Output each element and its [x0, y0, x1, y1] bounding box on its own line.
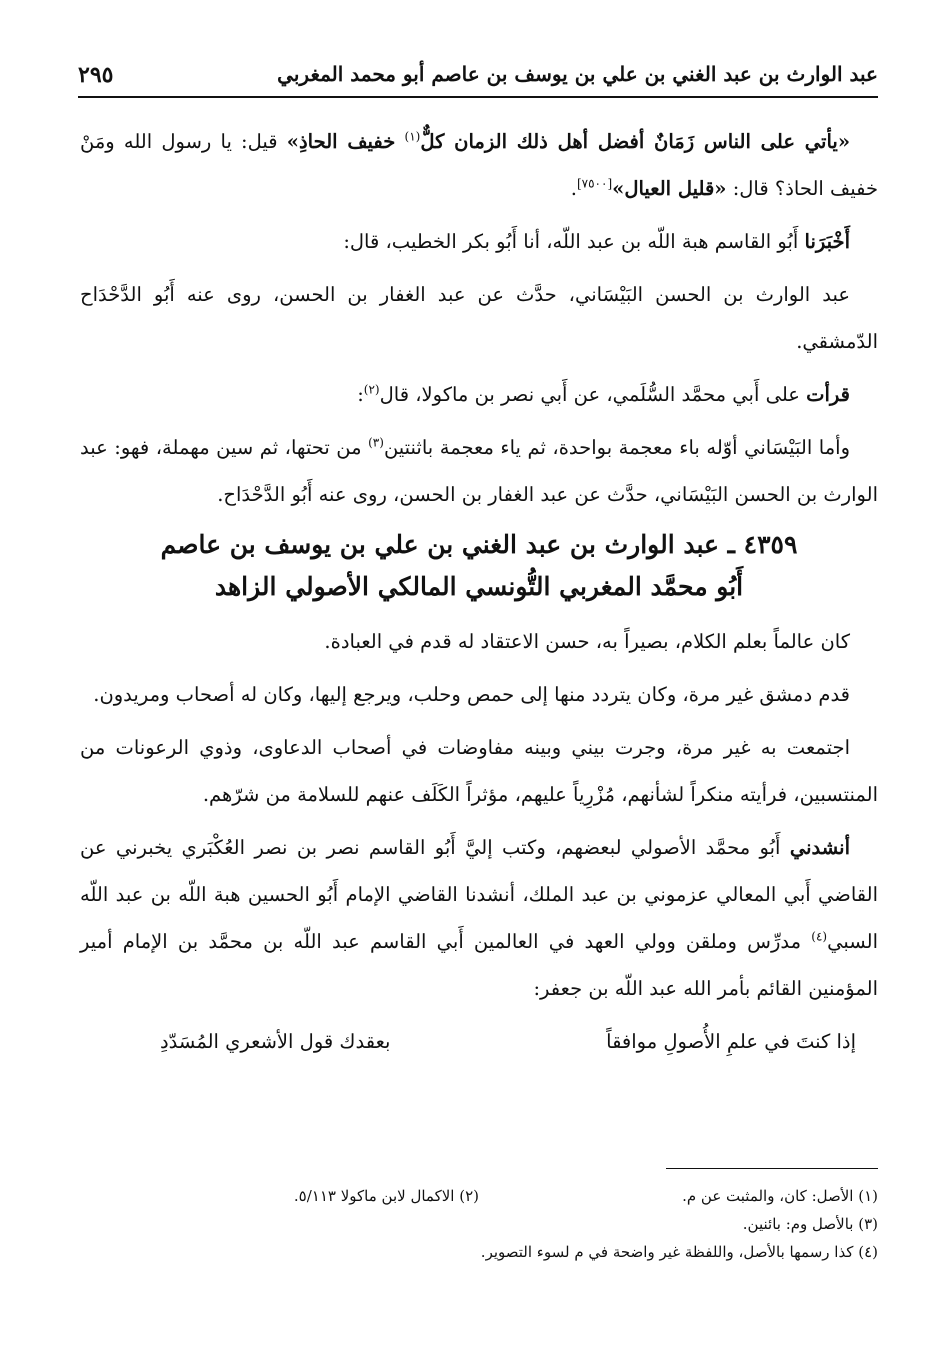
footnote-ref-3: (٣) [368, 435, 384, 450]
footnote-ref-1: (١) [404, 129, 421, 144]
reading-keyword: قرأت [806, 383, 850, 406]
hadith-question: قيل: يا رسول الله ومَنْ خفيف الحاذ؟ قال: [80, 130, 878, 200]
hadith-text-cont: خفيف الحاذِ» [286, 130, 396, 153]
poetry-intro-text-cont: مدرِّس وملقن وولي العهد في العالمين أَبي القاسم عبد اللّه بن محمَّد بن الإمام أمير المؤمنين القائم بأمر الله عبد اللّه بن جعفر: [80, 930, 878, 1000]
poetry-intro-text: أَبُو محمَّد الأصولي لبعضهم، وكتب إليَّ أَبُو القاسم نصر بن نصر العُكْبَري يخبرني عن القاضي أَبي المعالي عزموني بن عبد الملك، أنشدنا القاضي الإمام أَبُو الحسين هبة اللّه بن عبد اللّه السبي [80, 836, 878, 953]
footnotes [80, 1182, 878, 1266]
hadith-number: [٧٥٠٠] [576, 176, 613, 191]
poem-verse [80, 1018, 878, 1065]
poetry-intro-paragraph [80, 824, 878, 1012]
running-header [78, 60, 878, 98]
page-number: ٢٩٥ [78, 62, 114, 88]
footnote-divider [666, 1168, 878, 1169]
reading-paragraph: قرأت على أَبي محمَّد السُّلَمي، عن أَبي نصر بن ماكولا، قال$^{(٢)}$: [357, 382, 850, 406]
footnote-ref-2: (٢) [363, 382, 380, 397]
nisba-text: وأما البَيْسَاني أوّله باء معجمة بواحدة، ثم ياء معجمة باثنتين [383, 436, 850, 459]
poem-hemistich-left: بعقدك قول الأشعري المُسَدّدِ [160, 1030, 391, 1053]
hadith-paragraph: «يأتي على الناس زَمَانٌ أفضل أهل ذلك الزمان كلٌّ$^{(١)}$ خفيف الحاذِ» قيل: يا رسول الله ومَنْ خفيف الحاذ؟ قال: «قليل العيال»[٧٥٠٠]. [80, 129, 878, 200]
isnad-paragraph [80, 218, 878, 265]
nisba-text-cont: من تحتها، ثم سين مهملة، فهو: عبد الوارث بن الحسن البَيْسَاني، حدَّث عن عبد الغفار بن الحسن، روى عنه أَبُو الدَّحْدَاح. [80, 436, 878, 506]
isnad-text: أَبُو القاسم هبة اللّه بن عبد اللّه، أنا أَبُو بكر الخطيب، قال: [343, 230, 799, 253]
reading-text: على أَبي محمَّد السُّلَمي، عن أَبي نصر بن ماكولا، قال [379, 383, 800, 406]
poetry-keyword: أنشدني [789, 836, 851, 859]
entry-paragraph-3: اجتمعت به غير مرة، وجرت بيني وبينه مفاوضات في أصحاب الدعاوى، وذوي الرعونات من المنتسبين، فرأيته منكراً لشأنهم، مُزْرِياً عليهم، مؤثراً الكَلَف عنهم للسلامة من شرّهم. [80, 736, 878, 806]
running-title: عبد الوارث بن عبد الغني بن علي بن يوسف بن عاصم أبو محمد المغربي [277, 62, 878, 86]
entry-paragraph-2: قدم دمشق غير مرة، وكان يتردد منها إلى حمص وحلب، ويرجع إليها، وكان له أصحاب ومريدون. [93, 683, 850, 706]
entry-heading-line-2: أَبُو محمَّد المغربي التُّونسي المالكي الأصولي الزاهد [214, 572, 744, 601]
main-text [80, 118, 878, 1065]
hadith-text: «يأتي على الناس زَمَانٌ أفضل أهل ذلك الزمان كلٌّ [420, 130, 851, 153]
entry-heading [80, 524, 878, 608]
poem-hemistich-right: إذا كنتَ في علمِ الأُصولِ موافقاً [606, 1030, 856, 1053]
footnote-4: (٤) كذا رسمها بالأصل، واللفظة غير واضحة في م لسوء التصوير. [480, 1243, 878, 1261]
footnote-3: (٣) بالأصل وم: بائنين. [742, 1215, 878, 1233]
entry-heading-line-1: ٤٣٥٩ ـ عبد الوارث بن عبد الغني بن علي بن يوسف بن عاصم [160, 530, 798, 559]
nisba-paragraph [80, 424, 878, 518]
footnote-2: (٢) الاكمال لابن ماكولا ٥/١١٣. [293, 1187, 479, 1205]
footnote-ref-4: (٤) [811, 929, 828, 944]
footnote-row [80, 1182, 878, 1210]
isnad-keyword: أَخْبَرَنا [804, 230, 850, 253]
footnote-row [80, 1210, 878, 1238]
hadith-answer: «قليل العيال» [612, 177, 727, 200]
footnote-1: (١) الأصل: كان، والمثبت عن م. [682, 1187, 878, 1205]
footnote-row [80, 1238, 878, 1266]
entry-paragraph-1: كان عالماً بعلم الكلام، بصيراً به، حسن الاعتقاد له قدم في العبادة. [324, 630, 850, 653]
biography-paragraph: عبد الوارث بن الحسن البَيْسَاني، حدَّث عن عبد الغفار بن الحسن، روى عنه أَبُو الدَّحْدَاح الدّمشقي. [80, 283, 878, 353]
